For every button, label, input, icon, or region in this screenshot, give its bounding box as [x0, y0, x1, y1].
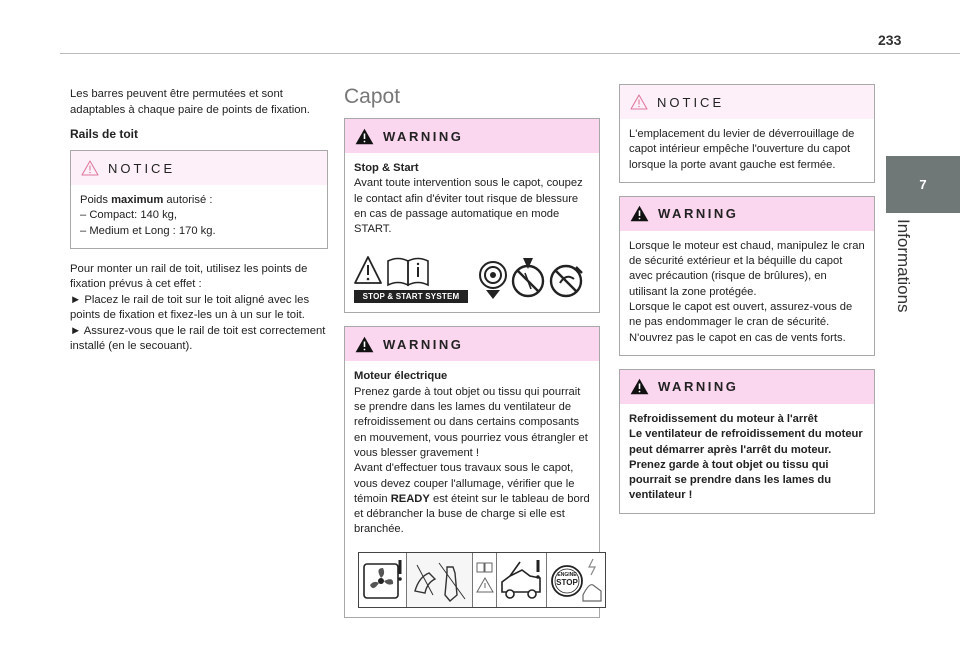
warning-box-cooling-fan: [619, 369, 875, 514]
warning-header: [620, 197, 874, 231]
fan-belt-hazard-icons: [478, 253, 588, 303]
hand-tie-hazard-icon: [409, 555, 471, 605]
hazard-photo-strip: [358, 552, 606, 608]
warning-title: Moteur électrique: [354, 370, 448, 383]
paragraph: Pour monter un rail de toit, utilisez les points de fixation prévus à cet effet :: [70, 262, 308, 291]
engine-stop-cell: [547, 553, 605, 607]
warning-header: [345, 327, 599, 361]
header-rule: [60, 53, 960, 54]
warning-text: Le ventilateur de refroidissement du moteur peut démarrer après l'arrêt du moteur.: [629, 428, 863, 456]
chapter-title: Informations: [894, 219, 913, 313]
warning-text: Prenez garde à tout objet ou tissu qui pourrait se prendre dans les lames du ventilateur de refroidissement ou dans certains composants en mouvement, vous pourriez vous étrangler et vous blesser gravement !: [354, 385, 588, 459]
warning-body: [345, 361, 599, 616]
notice-header: [620, 85, 874, 119]
notice-line-medium: – Medium et Long : 170 kg.: [80, 224, 216, 237]
warning-title: Refroidissement du moteur à l'arrêt: [629, 412, 818, 425]
column-3: [619, 84, 875, 527]
stop-start-badge-group: [354, 253, 472, 303]
manual-warning-cell: [473, 553, 497, 607]
warning-label: WARNING: [383, 336, 464, 352]
notice-label: NOTICE: [657, 94, 725, 110]
warning-title: Stop & Start: [354, 162, 419, 174]
fan-hazard-cell: [359, 553, 407, 607]
notice-header: [71, 151, 327, 185]
fan-hazard-icon: [361, 556, 405, 604]
chapter-tab[interactable]: [886, 156, 960, 213]
intro-text: Les barres peuvent être permutées et sont adaptables à chaque paire de points de fixation.: [70, 88, 310, 116]
warning-text: Avant d'effectuer tous travaux sous le capot, vous devez couper l'allumage, vérifier que le témoin: [354, 462, 575, 505]
notice-text: autorisé :: [163, 194, 213, 206]
warning-triangle-icon: [355, 128, 374, 145]
warning-text: Lorsque le moteur est chaud, manipulez le cran de sécurité extérieur et la béquille du capot avec précaution (risque de brûlures), en utilisant la zone protégée.: [629, 239, 865, 298]
ready-indicator-text: READY: [390, 492, 430, 505]
section-title-capot: Capot: [344, 85, 401, 108]
hood-open-cell: [497, 553, 547, 607]
stop-start-badge: STOP & START SYSTEM: [354, 290, 468, 303]
notice-bold: maximum: [111, 194, 164, 206]
page-number: 233: [878, 32, 902, 48]
notice-line-compact: – Compact: 140 kg,: [80, 209, 178, 222]
warning-triangle-icon: [630, 378, 649, 395]
tie-hazard-cell: [407, 553, 473, 607]
column-1: [70, 87, 328, 355]
stop-start-pictograms: [354, 249, 591, 303]
bullet-item: ► Placez le rail de toit sur le toit aligné avec les points de fixation et fixez-les un à un sur le toit.: [70, 293, 310, 322]
warning-body: [345, 153, 599, 312]
warning-label: WARNING: [658, 206, 739, 222]
warning-box-hot-engine: [619, 196, 875, 356]
warning-box-electric-motor: [344, 326, 600, 617]
warning-label: WARNING: [658, 379, 739, 395]
warning-body: [620, 404, 874, 513]
engine-stop-label-top: ENGINE: [557, 571, 577, 578]
warning-text: est éteint sur le tableau de bord et débrancher la buse de charge si elle est branchée.: [354, 492, 590, 536]
notice-box-hood-lever: [619, 84, 875, 183]
manual-warning-icon: [354, 253, 468, 289]
notice-body: L'emplacement du levier de déverrouillage de capot intérieur empêche l'ouverture du capot lorsque la porte avant gauche est fermée.: [629, 128, 855, 171]
warning-box-stop-start: [344, 118, 600, 313]
notice-text: Poids: [80, 194, 112, 206]
warning-label: WARNING: [383, 128, 464, 144]
warning-text: Prenez garde à tout objet ou tissu qui pourrait se prendre dans les lames du ventilateur !: [629, 458, 832, 502]
bullet-item: ► Assurez-vous que le rail de toit est correctement installé (en le secouant).: [70, 324, 326, 353]
caution-triangle-icon: [630, 94, 648, 110]
manual-book-icon: [474, 560, 496, 600]
subhead-rails: Rails de toit: [70, 127, 139, 141]
chapter-number: 7: [919, 177, 927, 192]
warning-text: Lorsque le capot est ouvert, assurez-vous de ne pas endommager le cran de sécurité. N'ouvrez pas le capot en cas de vents forts.: [629, 301, 853, 344]
open-hood-car-icon: [498, 556, 546, 604]
warning-triangle-icon: [630, 205, 649, 222]
warning-triangle-icon: [355, 336, 374, 353]
warning-header: [620, 370, 874, 404]
warning-body: [620, 231, 874, 355]
notice-box-weight: [70, 150, 328, 249]
column-2: [344, 84, 600, 631]
warning-header: [345, 119, 599, 153]
warning-text: Avant toute intervention sous le capot, coupez le contact afin d'éviter tout risque de blessure en cas de passage automatique en mode START.: [354, 177, 583, 236]
notice-body: [71, 185, 327, 248]
notice-label: NOTICE: [108, 160, 176, 176]
engine-stop-label: STOP: [556, 577, 578, 587]
caution-triangle-icon: [81, 160, 99, 176]
